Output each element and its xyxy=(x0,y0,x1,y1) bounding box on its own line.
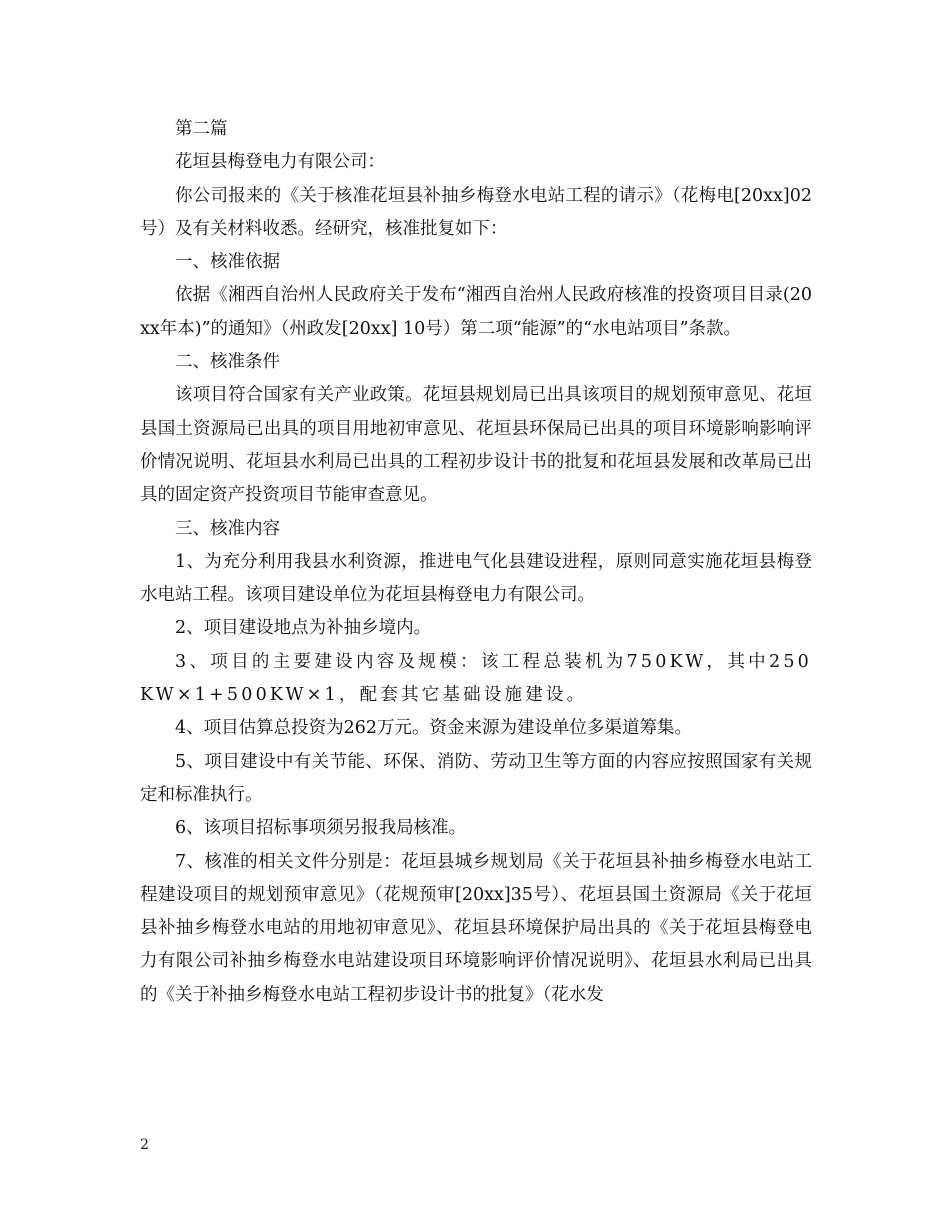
paragraph-basis: 依据《湘西自治州人民政府关于发布“湘西自治州人民政府核准的投资项目目录(20xx年本)”的通知》（州政发[20xx] 10号）第二项“能源”的“水电站项目”条款。 xyxy=(140,285,812,339)
heading-conditions: 二、核准条件 xyxy=(175,352,280,373)
item-7: 7、核准的相关文件分别是：花垣县城乡规划局《关于花垣县补抽乡梅登水电站工程建设项目的规划预审意见》（花规预审[20xx]35号）、花垣县国土资源局《关于花垣县补抽乡梅登水电站的用地初审意见》、花垣县环境保护局出具的《关于花垣县梅登电力有限公司补抽乡梅登水电站建设项目环境影响评价情况说明》、花垣县水利局已出具的《关于补抽乡梅登水电站工程初步设计书的批复》（花水发 xyxy=(140,851,812,1005)
page-number: 2 xyxy=(140,1137,149,1153)
heading-content: 三、核准内容 xyxy=(175,518,280,539)
item-1: 1、为充分利用我县水利资源，推进电气化县建设进程，原则同意实施花垣县梅登水电站工程。该项目建设单位为花垣县梅登电力有限公司。 xyxy=(140,551,812,606)
heading-basis: 一、核准依据 xyxy=(175,252,280,273)
paragraph-conditions: 该项目符合国家有关产业政策。花垣县规划局已出具该项目的规划预审意见、花垣县国土资源局已出具的项目用地初审意见、花垣县环保局已出具的项目环境影响影响评价情况说明、花垣县水利局已出具的工程初步设计书的批复和花垣县发展和改革局已出具的固定资产投资项目节能审查意见。 xyxy=(140,385,812,506)
item-3: 3、项目的主要建设内容及规模：该工程总装机为750KW，其中250KW×1+500KW×1，配套其它基础设施建设。 xyxy=(140,651,812,706)
item-4: 4、项目估算总投资为262万元。资金来源为建设单位多渠道筹集。 xyxy=(175,718,693,739)
item-2: 2、项目建设地点为补抽乡境内。 xyxy=(175,618,432,639)
item-6: 6、该项目招标事项须另报我局核准。 xyxy=(175,818,467,839)
paragraph-intro: 你公司报来的《关于核准花垣县补抽乡梅登水电站工程的请示》（花梅电[20xx]02号）及有关材料收悉。经研究，核准批复如下： xyxy=(140,185,812,239)
item-5: 5、项目建设中有关节能、环保、消防、劳动卫生等方面的内容应按照国家有关规定和标准执行。 xyxy=(140,751,812,805)
document-body xyxy=(140,113,812,1012)
salutation: 花垣县梅登电力有限公司： xyxy=(175,152,385,173)
document-title: 第二篇 xyxy=(175,119,228,139)
